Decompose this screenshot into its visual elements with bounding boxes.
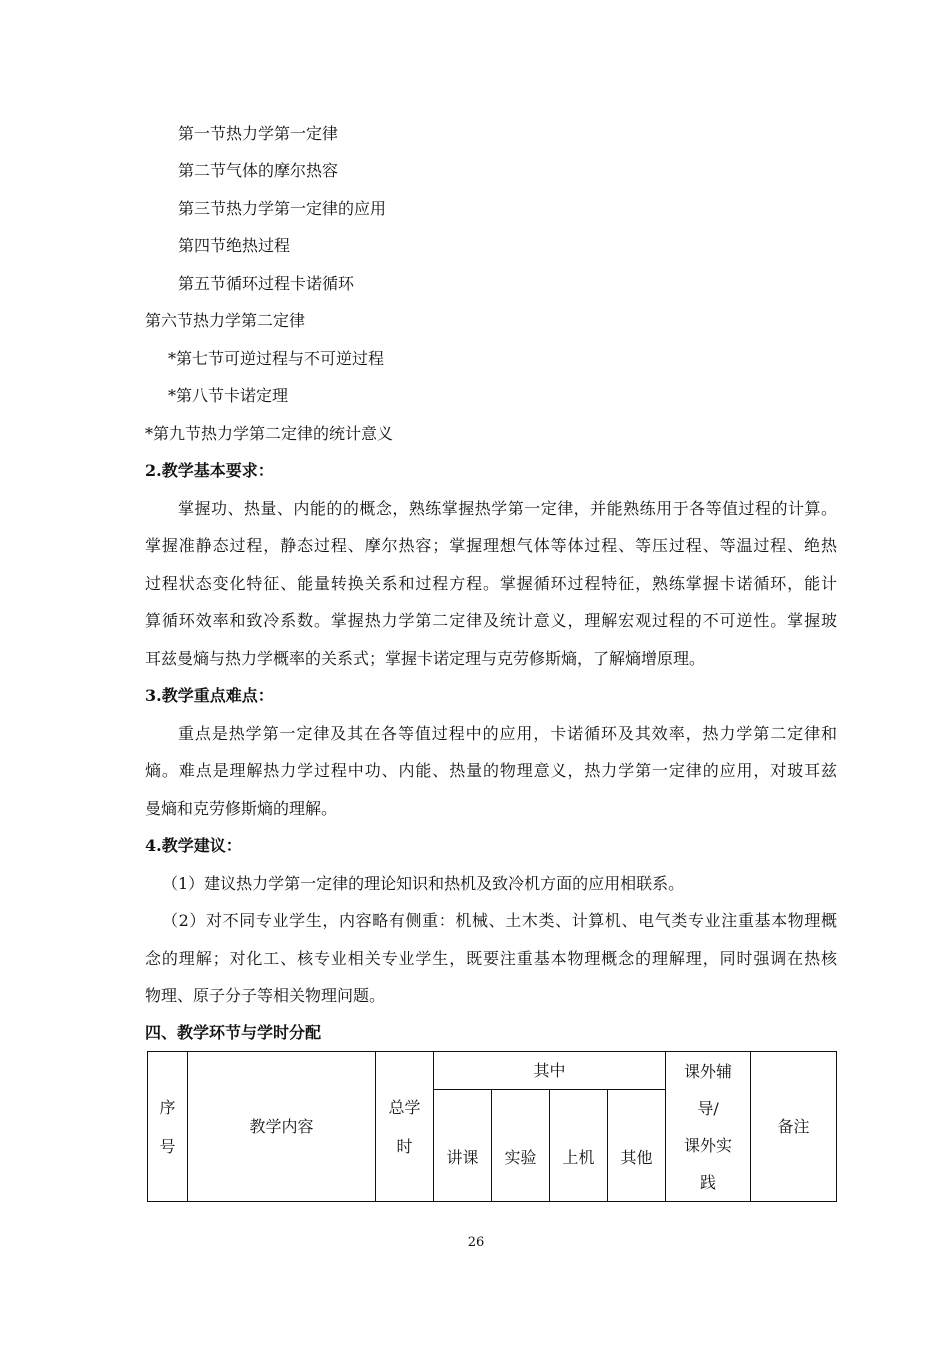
header-extra-b: 导/ <box>697 1098 719 1118</box>
suggestion-item-2-line-1: （2）对不同专业学生，内容略有侧重：机械、土木类、计算机、电气类专业注重基本物理概 <box>162 911 837 930</box>
header-lecture: 讲课 <box>434 1090 492 1202</box>
page-number: 26 <box>467 1235 485 1250</box>
header-content: 教学内容 <box>188 1052 376 1202</box>
header-extracurricular <box>666 1052 751 1202</box>
header-extra-a: 课外辅 <box>684 1061 733 1081</box>
keypoints-line-3: 曼熵和克劳修斯熵的理解。 <box>145 799 338 818</box>
header-seq-a: 序 <box>159 1097 176 1117</box>
toc-section-4: 第四节绝热过程 <box>178 236 291 255</box>
header-total-hours <box>376 1052 434 1202</box>
suggestion-item-1: （1）建议热力学第一定律的理论知识和热机及致冷机方面的应用相联系。 <box>162 874 685 893</box>
header-extra-c: 课外实 <box>684 1135 733 1155</box>
requirements-line-2: 掌握准静态过程，静态过程、摩尔热容；掌握理想气体等体过程、等压过程、等温过程、绝热 <box>145 536 837 555</box>
header-remark: 备注 <box>751 1052 837 1202</box>
header-computer: 上机 <box>550 1090 608 1202</box>
header-total-b: 时 <box>396 1136 413 1156</box>
keypoints-line-2: 熵。难点是理解热力学过程中功、内能、热量的物理意义，热力学第一定律的应用，对玻耳兹 <box>145 761 837 780</box>
toc-section-6: 第六节热力学第二定律 <box>145 311 306 330</box>
keypoints-line-1: 重点是热学第一定律及其在各等值过程中的应用，卡诺循环及其效率，热力学第二定律和 <box>178 724 837 743</box>
toc-section-2: 第二节气体的摩尔热容 <box>178 161 339 180</box>
header-extra-d: 践 <box>700 1172 717 1192</box>
toc-section-7: *第七节可逆过程与不可逆过程 <box>168 349 385 368</box>
toc-section-9: *第九节热力学第二定律的统计意义 <box>145 424 394 443</box>
requirements-line-1: 掌握功、热量、内能的的概念，熟练掌握热学第一定律，并能熟练用于各等值过程的计算。 <box>178 499 837 518</box>
toc-section-5: 第五节循环过程卡诺循环 <box>178 274 355 293</box>
header-seq <box>148 1052 188 1202</box>
keypoints-heading: 3.教学重点难点： <box>145 686 274 705</box>
requirements-line-4: 算循环效率和致冷系数。掌握热力学第二定律及统计意义，理解宏观过程的不可逆性。掌握玻 <box>145 611 837 630</box>
header-other: 其他 <box>608 1090 666 1202</box>
header-experiment: 实验 <box>492 1090 550 1202</box>
suggestion-item-2-line-3: 物理、原子分子等相关物理问题。 <box>145 986 386 1005</box>
suggestions-heading: 4.教学建议： <box>145 836 242 855</box>
header-among: 其中 <box>434 1052 666 1090</box>
header-total-a: 总学 <box>388 1097 421 1117</box>
requirements-line-3: 过程状态变化特征、能量转换关系和过程方程。掌握循环过程特征，熟练掌握卡诺循环，能计 <box>145 574 837 593</box>
section-4-heading: 四、教学环节与学时分配 <box>145 1023 322 1042</box>
toc-section-3: 第三节热力学第一定律的应用 <box>178 199 387 218</box>
requirements-heading: 2.教学基本要求： <box>145 461 274 480</box>
toc-section-8: *第八节卡诺定理 <box>168 386 289 405</box>
hours-allocation-table <box>147 1051 837 1202</box>
requirements-line-5: 耳兹曼熵与热力学概率的关系式；掌握卡诺定理与克劳修斯熵，了解熵增原理。 <box>145 649 706 668</box>
toc-section-1: 第一节热力学第一定律 <box>178 124 339 143</box>
suggestion-item-2-line-2: 念的理解；对化工、核专业相关专业学生，既要注重基本物理概念的理解理，同时强调在热核 <box>145 949 837 968</box>
header-seq-b: 号 <box>159 1136 176 1156</box>
